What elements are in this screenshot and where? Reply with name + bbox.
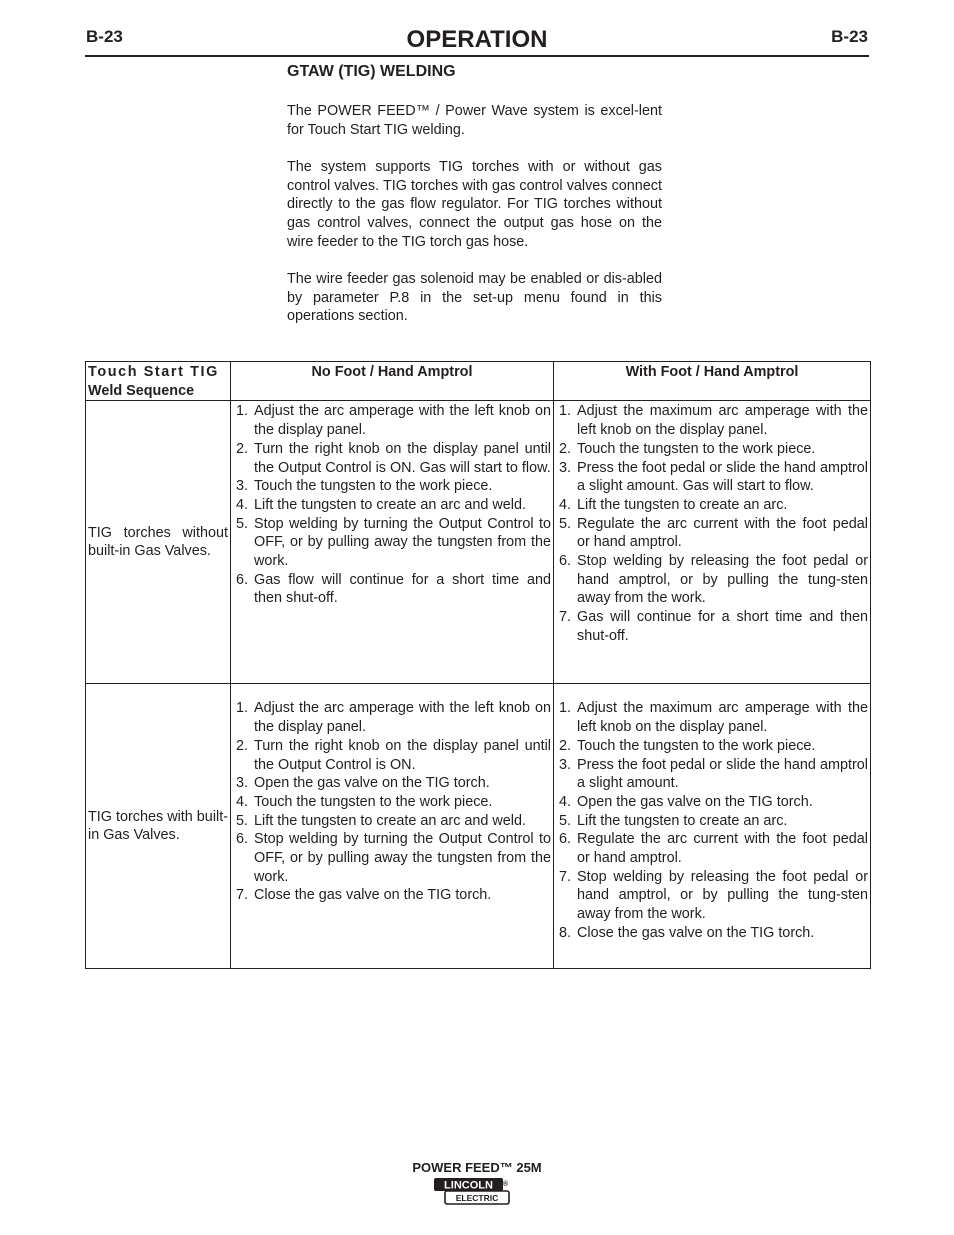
step-item xyxy=(236,886,551,905)
step-item xyxy=(559,737,868,756)
step-item xyxy=(559,496,868,515)
step-text: Turn the right knob on the display panel until the Output Control is ON. xyxy=(254,737,551,773)
step-item xyxy=(559,402,868,439)
weld-sequence-table xyxy=(85,361,871,969)
step-number: 3. xyxy=(236,775,249,792)
step-number: 5. xyxy=(559,812,572,829)
step-list xyxy=(559,699,868,942)
step-text: Press the foot pedal or slide the hand amptrol a slight amount. Gas will start to flow. xyxy=(577,459,868,495)
step-number: 4. xyxy=(559,496,572,513)
step-text: Regulate the arc current with the foot pedal or hand amptrol. xyxy=(577,831,868,867)
step-item xyxy=(559,756,868,793)
step-item xyxy=(236,699,551,736)
step-number: 7. xyxy=(559,868,572,885)
logo-top-text: LINCOLN xyxy=(444,1179,493,1192)
step-text: Stop welding by turning the Output Control to OFF, or by pulling away the tungsten from the work. xyxy=(254,831,551,885)
step-item xyxy=(236,515,551,571)
step-text: Stop welding by turning the Output Control to OFF, or by pulling away the tungsten from the work. xyxy=(254,515,551,570)
step-item xyxy=(236,793,551,812)
step-item xyxy=(236,737,551,774)
step-text: Touch the tungsten to the work piece. xyxy=(254,478,493,495)
step-text: Adjust the maximum arc amperage with the left knob on the display panel. xyxy=(577,403,868,439)
step-number: 3. xyxy=(559,756,572,773)
step-item xyxy=(236,440,551,477)
step-item xyxy=(236,496,551,515)
logo-bottom-text: ELECTRIC xyxy=(455,1193,499,1203)
step-number: 4. xyxy=(236,496,249,513)
step-text: Gas flow will continue for a short time and then shut-off. xyxy=(254,571,551,607)
step-text: Open the gas valve on the TIG torch. xyxy=(577,793,813,810)
step-number: 1. xyxy=(559,700,572,717)
intro-paragraph: The wire feeder gas solenoid may be enabled or dis-abled by parameter P.8 in the set-up menu found in this operations section. xyxy=(287,271,662,325)
intro-paragraph: The system supports TIG torches with or without gas control valves. TIG torches with gas control valves connect directly to the gas flow regulator. For TIG torches without gas control valves, connect the output gas hose on the wire feeder to the TIG torch gas hose. xyxy=(287,159,662,250)
step-item xyxy=(236,774,551,793)
table-row xyxy=(86,684,871,969)
corner-header-line1: Touch Start TIG xyxy=(88,364,219,380)
logo-registered-mark: ® xyxy=(503,1181,509,1188)
corner-header-line2: Weld Sequence xyxy=(88,382,195,399)
column-header-no-foot: No Foot / Hand Amptrol xyxy=(231,362,554,401)
step-number: 4. xyxy=(559,793,572,810)
step-list xyxy=(559,402,868,645)
step-item xyxy=(559,459,868,496)
step-text: Lift the tungsten to create an arc and weld. xyxy=(254,812,526,829)
step-number: 5. xyxy=(236,812,249,829)
page-number-right: B-23 xyxy=(831,27,868,46)
steps-no-foot xyxy=(231,684,554,969)
step-number: 5. xyxy=(559,515,572,532)
column-header-with-foot: With Foot / Hand Amptrol xyxy=(554,362,871,401)
step-number: 1. xyxy=(236,700,249,717)
step-number: 6. xyxy=(559,553,572,570)
step-item xyxy=(236,571,551,608)
step-list xyxy=(236,402,551,608)
step-text: Lift the tungsten to create an arc and weld. xyxy=(254,496,526,513)
step-number: 3. xyxy=(559,459,572,476)
step-item xyxy=(236,830,551,886)
step-number: 2. xyxy=(559,737,572,754)
step-item xyxy=(559,868,868,924)
step-number: 6. xyxy=(559,831,572,848)
header-divider xyxy=(85,55,869,57)
step-text: Open the gas valve on the TIG torch. xyxy=(254,775,490,792)
step-item xyxy=(236,477,551,496)
step-item xyxy=(559,608,868,645)
step-number: 2. xyxy=(559,440,572,457)
step-text: Close the gas valve on the TIG torch. xyxy=(254,887,492,904)
step-item xyxy=(559,812,868,831)
steps-with-foot xyxy=(554,401,871,684)
step-item xyxy=(559,793,868,812)
step-text: Gas will continue for a short time and then shut-off. xyxy=(577,609,868,644)
steps-no-foot xyxy=(231,401,554,684)
step-text: Stop welding by releasing the foot pedal or hand amptrol, or by pulling the tung-sten away from the work. xyxy=(577,553,868,607)
step-number: 3. xyxy=(236,478,249,495)
step-text: Stop welding by releasing the foot pedal or hand amptrol, or by pulling the tung-sten away from the work. xyxy=(577,868,868,923)
step-number: 8. xyxy=(559,924,572,941)
intro-text xyxy=(287,102,662,345)
steps-with-foot xyxy=(554,684,871,969)
step-text: Regulate the arc current with the foot pedal or hand amptrol. xyxy=(577,515,868,551)
step-item xyxy=(559,552,868,608)
step-item xyxy=(559,924,868,943)
step-number: 7. xyxy=(559,609,572,626)
lincoln-electric-logo xyxy=(433,1177,510,1206)
step-item xyxy=(559,440,868,459)
intro-paragraph: The POWER FEED™ / Power Wave system is excel-lent for Touch Start TIG welding. xyxy=(287,103,662,138)
step-number: 1. xyxy=(236,403,249,420)
step-text: Touch the tungsten to the work piece. xyxy=(254,793,493,810)
table-corner-header xyxy=(86,362,231,401)
page-title: OPERATION xyxy=(406,26,548,53)
product-name: POWER FEED™ 25M xyxy=(412,1160,542,1175)
step-item xyxy=(559,515,868,552)
step-number: 2. xyxy=(236,737,249,754)
step-number: 1. xyxy=(559,403,572,420)
step-text: Lift the tungsten to create an arc. xyxy=(577,496,788,513)
step-number: 6. xyxy=(236,831,249,848)
table-row xyxy=(86,401,871,684)
step-number: 7. xyxy=(236,887,249,904)
step-number: 6. xyxy=(236,571,249,588)
step-text: Adjust the arc amperage with the left knob on the display panel. xyxy=(254,700,551,736)
row-label: TIG torches without built-in Gas Valves. xyxy=(86,401,231,684)
page-number-left: B-23 xyxy=(86,27,123,46)
step-number: 5. xyxy=(236,515,249,532)
step-item xyxy=(559,699,868,736)
step-list xyxy=(236,699,551,905)
step-text: Adjust the arc amperage with the left knob on the display panel. xyxy=(254,403,551,439)
section-title: GTAW (TIG) WELDING xyxy=(287,63,456,80)
step-text: Lift the tungsten to create an arc. xyxy=(577,812,788,829)
step-item xyxy=(236,812,551,831)
step-text: Adjust the maximum arc amperage with the left knob on the display panel. xyxy=(577,700,868,736)
step-number: 2. xyxy=(236,440,249,457)
step-text: Press the foot pedal or slide the hand amptrol a slight amount. xyxy=(577,756,868,792)
step-item xyxy=(559,830,868,867)
step-item xyxy=(236,402,551,439)
step-number: 4. xyxy=(236,793,249,810)
step-text: Close the gas valve on the TIG torch. xyxy=(577,924,815,941)
step-text: Touch the tungsten to the work piece. xyxy=(577,440,816,457)
row-label: TIG torches with built-in Gas Valves. xyxy=(86,684,231,969)
table-header-row xyxy=(86,362,871,401)
step-text: Turn the right knob on the display panel until the Output Control is ON. Gas will start to flow. xyxy=(254,440,551,476)
step-text: Touch the tungsten to the work piece. xyxy=(577,737,816,754)
